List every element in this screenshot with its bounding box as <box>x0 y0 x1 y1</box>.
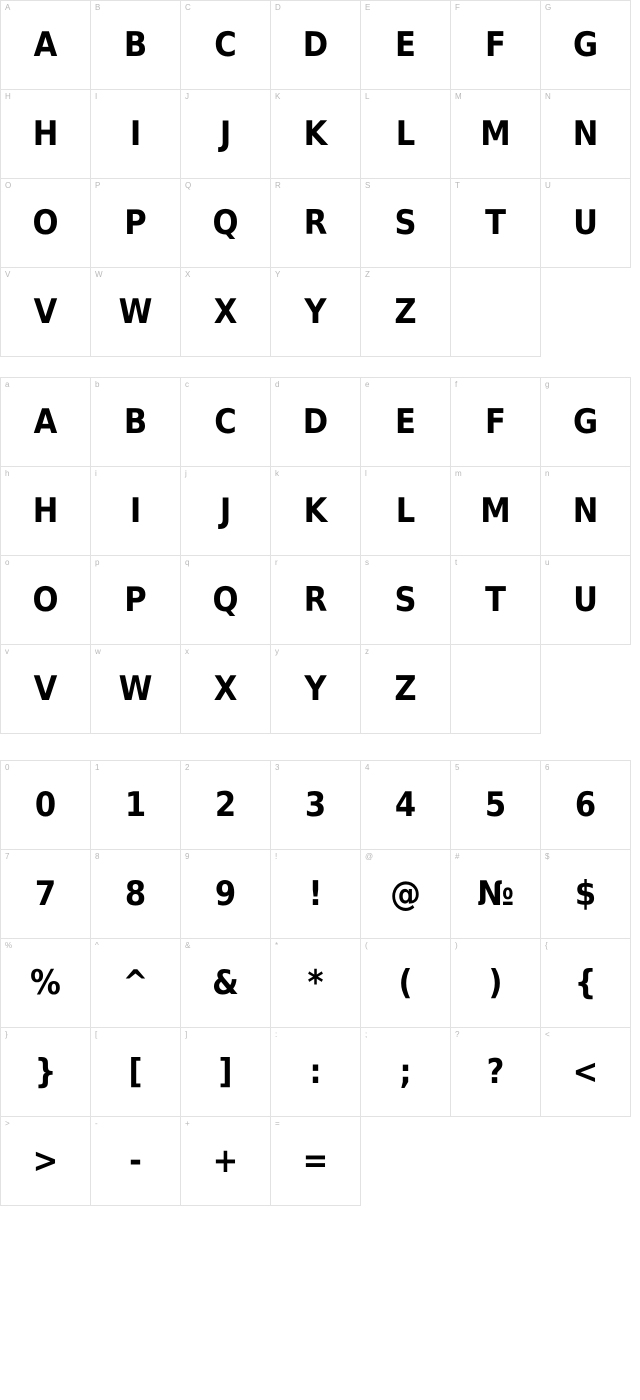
glyph-character: № <box>477 874 514 914</box>
glyph-cell[interactable] <box>451 645 541 734</box>
glyph-cell[interactable] <box>271 1028 361 1117</box>
glyph-character: C <box>214 402 237 442</box>
glyph-cell[interactable] <box>541 850 631 939</box>
glyph-cell[interactable] <box>181 761 271 850</box>
glyph-cell-placeholder <box>361 1117 451 1206</box>
glyph-cell[interactable] <box>541 1028 631 1117</box>
glyph-code-label: & <box>185 941 191 950</box>
glyph-code-label: Q <box>185 181 192 190</box>
glyph-code-label: I <box>95 92 98 101</box>
glyph-cell[interactable] <box>451 850 541 939</box>
glyph-code-label: 1 <box>95 763 100 772</box>
glyph-code-label: x <box>185 647 189 656</box>
glyph-code-label: ( <box>365 941 368 950</box>
glyph-character: = <box>302 1141 329 1181</box>
glyph-cell[interactable] <box>1 268 91 357</box>
glyph-character: 0 <box>34 785 57 825</box>
glyph-cell[interactable] <box>541 90 631 179</box>
glyph-character: L <box>395 491 416 531</box>
glyph-cell[interactable] <box>271 378 361 467</box>
glyph-cell[interactable] <box>181 645 271 734</box>
glyph-cell[interactable] <box>181 90 271 179</box>
glyph-code-label: k <box>275 469 279 478</box>
glyph-code-label: $ <box>545 852 550 861</box>
glyph-code-label: V <box>5 270 11 279</box>
glyph-character: I <box>129 491 142 531</box>
glyph-cell[interactable] <box>181 268 271 357</box>
glyph-character: 6 <box>574 785 597 825</box>
glyph-cell[interactable] <box>91 1028 181 1117</box>
glyph-cell[interactable] <box>1 179 91 268</box>
glyph-cell[interactable] <box>361 268 451 357</box>
glyph-cell[interactable] <box>91 1 181 90</box>
glyph-cell[interactable] <box>181 556 271 645</box>
glyph-cell[interactable] <box>361 645 451 734</box>
glyph-code-label: < <box>545 1030 550 1039</box>
glyph-cell[interactable] <box>181 378 271 467</box>
glyph-cell[interactable] <box>181 467 271 556</box>
glyph-character: < <box>572 1052 599 1092</box>
glyph-code-label: s <box>365 558 369 567</box>
glyph-code-label: > <box>5 1119 10 1128</box>
glyph-cell[interactable] <box>451 179 541 268</box>
glyph-character: N <box>572 114 599 154</box>
glyph-cell[interactable] <box>91 939 181 1028</box>
glyph-character: J <box>219 491 232 531</box>
glyph-cell[interactable] <box>91 268 181 357</box>
glyph-code-label: L <box>365 92 370 101</box>
glyph-character: E <box>395 25 416 65</box>
glyph-code-label: [ <box>95 1030 98 1039</box>
glyph-character: S <box>394 580 417 620</box>
glyph-character: D <box>302 25 329 65</box>
glyph-character: W <box>118 292 153 332</box>
glyph-character: % <box>30 963 61 1003</box>
glyph-code-label: J <box>185 92 189 101</box>
glyph-character: 4 <box>394 785 417 825</box>
glyph-character: T <box>485 203 506 243</box>
glyph-cell[interactable] <box>181 1 271 90</box>
glyph-code-label: C <box>185 3 191 12</box>
glyph-character: 9 <box>214 874 237 914</box>
glyph-code-label: E <box>365 3 371 12</box>
glyph-cell[interactable] <box>361 761 451 850</box>
glyph-code-label: N <box>545 92 551 101</box>
glyph-code-label: 3 <box>275 763 280 772</box>
glyph-character: Z <box>394 292 417 332</box>
glyph-cell-placeholder <box>451 1117 541 1206</box>
glyph-character: C <box>214 25 237 65</box>
glyph-code-label: 7 <box>5 852 10 861</box>
glyph-character: F <box>485 25 506 65</box>
glyph-character: P <box>124 203 147 243</box>
glyph-code-label: S <box>365 181 371 190</box>
glyph-cell[interactable] <box>541 556 631 645</box>
glyph-character: 5 <box>484 785 507 825</box>
glyph-cell[interactable] <box>181 939 271 1028</box>
glyph-block-digits-symbols <box>0 760 631 1206</box>
glyph-cell[interactable] <box>91 1117 181 1206</box>
glyph-cell[interactable] <box>541 761 631 850</box>
glyph-code-label: f <box>455 380 458 389</box>
glyph-cell[interactable] <box>1 850 91 939</box>
glyph-cell[interactable] <box>541 467 631 556</box>
glyph-cell[interactable] <box>1 1028 91 1117</box>
glyph-code-label: b <box>95 380 100 389</box>
glyph-code-label: d <box>275 380 280 389</box>
glyph-cell[interactable] <box>271 556 361 645</box>
glyph-code-label: } <box>5 1030 8 1039</box>
glyph-code-label: c <box>185 380 189 389</box>
glyph-cell[interactable] <box>1 556 91 645</box>
glyph-cell[interactable] <box>91 645 181 734</box>
glyph-cell[interactable] <box>451 761 541 850</box>
glyph-cell[interactable] <box>451 90 541 179</box>
glyph-code-label: K <box>275 92 281 101</box>
glyph-code-label: i <box>95 469 97 478</box>
glyph-code-label: ; <box>365 1030 368 1039</box>
glyph-character: ( <box>398 963 413 1003</box>
glyph-character: O <box>32 580 59 620</box>
glyph-code-label: P <box>95 181 101 190</box>
glyph-character: B <box>123 402 148 442</box>
glyph-code-label: % <box>5 941 13 950</box>
glyph-character: $ <box>574 874 597 914</box>
glyph-character: J <box>219 114 232 154</box>
glyph-character: V <box>33 292 58 332</box>
glyph-code-label: 6 <box>545 763 550 772</box>
glyph-character: ! <box>308 874 323 914</box>
glyph-code-label: R <box>275 181 281 190</box>
glyph-character: 7 <box>34 874 57 914</box>
glyph-cell[interactable] <box>361 179 451 268</box>
glyph-cell[interactable] <box>451 1 541 90</box>
glyph-code-label: g <box>545 380 550 389</box>
glyph-character: Y <box>304 292 327 332</box>
glyph-code-label: 2 <box>185 763 190 772</box>
glyph-code-label: ] <box>185 1030 188 1039</box>
glyph-character: R <box>303 203 328 243</box>
block-spacer <box>0 734 630 760</box>
glyph-character: G <box>572 25 599 65</box>
glyph-cell[interactable] <box>1 467 91 556</box>
glyph-code-label: 0 <box>5 763 10 772</box>
glyph-cell[interactable] <box>271 939 361 1028</box>
glyph-character: U <box>573 203 598 243</box>
glyph-code-label: T <box>455 181 460 190</box>
glyph-cell[interactable] <box>361 90 451 179</box>
glyph-cell[interactable] <box>91 378 181 467</box>
glyph-code-label: B <box>95 3 101 12</box>
glyph-code-label: h <box>5 469 10 478</box>
glyph-character: @ <box>390 874 421 914</box>
glyph-cell[interactable] <box>361 939 451 1028</box>
glyph-code-label: ? <box>455 1030 460 1039</box>
glyph-character: A <box>33 25 58 65</box>
glyph-character: V <box>33 669 58 709</box>
glyph-cell[interactable] <box>1 378 91 467</box>
glyph-code-label: - <box>95 1119 98 1128</box>
glyph-code-label: n <box>545 469 550 478</box>
glyph-character: 3 <box>304 785 327 825</box>
glyph-character: L <box>395 114 416 154</box>
glyph-cell[interactable] <box>181 850 271 939</box>
glyph-character: ? <box>486 1052 505 1092</box>
glyph-character: F <box>485 402 506 442</box>
glyph-cell[interactable] <box>361 850 451 939</box>
glyph-cell[interactable] <box>91 556 181 645</box>
glyph-code-label: 4 <box>365 763 370 772</box>
glyph-character: N <box>572 491 599 531</box>
glyph-cell[interactable] <box>271 467 361 556</box>
glyph-code-label: w <box>95 647 101 656</box>
glyph-code-label: p <box>95 558 100 567</box>
glyph-code-label: ^ <box>95 941 99 950</box>
glyph-code-label: q <box>185 558 190 567</box>
glyph-character: > <box>32 1141 59 1181</box>
glyph-code-label: j <box>185 469 187 478</box>
glyph-character: & <box>212 963 239 1003</box>
glyph-cell[interactable] <box>541 378 631 467</box>
glyph-character: S <box>394 203 417 243</box>
glyph-cell[interactable] <box>1 1117 91 1206</box>
glyph-cell[interactable] <box>541 179 631 268</box>
glyph-character: H <box>32 114 59 154</box>
glyph-block-uppercase <box>0 0 631 357</box>
glyph-cell[interactable] <box>181 1028 271 1117</box>
glyph-character: 1 <box>124 785 147 825</box>
glyph-cell[interactable] <box>91 90 181 179</box>
glyph-character: Q <box>212 580 239 620</box>
glyph-character: O <box>32 203 59 243</box>
glyph-character: [ <box>128 1052 143 1092</box>
glyph-character: G <box>572 402 599 442</box>
glyph-character: } <box>34 1052 57 1092</box>
glyph-code-label: v <box>5 647 9 656</box>
glyph-cell[interactable] <box>1 761 91 850</box>
glyph-character: T <box>485 580 506 620</box>
glyph-code-label: # <box>455 852 460 861</box>
glyph-cell-placeholder <box>541 645 631 734</box>
glyph-code-label: A <box>5 3 11 12</box>
glyph-code-label: l <box>365 469 367 478</box>
glyph-character: D <box>302 402 329 442</box>
glyph-character: ) <box>488 963 503 1003</box>
glyph-character: X <box>213 292 238 332</box>
glyph-character: H <box>32 491 59 531</box>
glyph-code-label: Y <box>275 270 281 279</box>
glyph-character: : <box>309 1052 322 1092</box>
glyph-character: E <box>395 402 416 442</box>
glyph-cell[interactable] <box>451 378 541 467</box>
glyph-cell[interactable] <box>1 939 91 1028</box>
glyph-character: U <box>573 580 598 620</box>
glyph-cell[interactable] <box>271 761 361 850</box>
glyph-character: K <box>303 114 328 154</box>
glyph-cell[interactable] <box>181 1117 271 1206</box>
glyph-block-lowercase <box>0 377 631 734</box>
glyph-cell[interactable] <box>271 90 361 179</box>
glyph-code-label: u <box>545 558 550 567</box>
glyph-cell-placeholder <box>541 1117 631 1206</box>
glyph-code-label: o <box>5 558 10 567</box>
glyph-code-label: t <box>455 558 458 567</box>
glyph-cell[interactable] <box>271 1117 361 1206</box>
glyph-cell[interactable] <box>451 268 541 357</box>
glyph-character: X <box>213 669 238 709</box>
glyph-character: I <box>129 114 142 154</box>
glyph-cell[interactable] <box>181 179 271 268</box>
glyph-character: Z <box>394 669 417 709</box>
glyph-code-label: m <box>455 469 462 478</box>
glyph-code-label: Z <box>365 270 370 279</box>
glyph-code-label: O <box>5 181 12 190</box>
glyph-code-label: : <box>275 1030 278 1039</box>
glyph-cell[interactable] <box>1 1 91 90</box>
glyph-code-label: 8 <box>95 852 100 861</box>
glyph-code-label: X <box>185 270 191 279</box>
glyph-cell[interactable] <box>361 1 451 90</box>
glyph-code-label: * <box>275 941 279 950</box>
glyph-cell-placeholder <box>541 268 631 357</box>
glyph-code-label: M <box>455 92 462 101</box>
glyph-character: { <box>574 963 597 1003</box>
glyph-cell[interactable] <box>361 1028 451 1117</box>
glyph-cell[interactable] <box>451 467 541 556</box>
glyph-cell[interactable] <box>361 378 451 467</box>
glyph-cell[interactable] <box>451 1028 541 1117</box>
glyph-character: ^ <box>122 963 149 1003</box>
glyph-cell[interactable] <box>91 179 181 268</box>
glyph-character: B <box>123 25 148 65</box>
glyph-cell[interactable] <box>451 939 541 1028</box>
glyph-character: Y <box>304 669 327 709</box>
glyph-character: R <box>303 580 328 620</box>
glyph-code-label: H <box>5 92 11 101</box>
glyph-cell[interactable] <box>361 467 451 556</box>
glyph-code-label: @ <box>365 852 374 861</box>
glyph-code-label: W <box>95 270 103 279</box>
glyph-character: ; <box>399 1052 412 1092</box>
glyph-code-label: a <box>5 380 10 389</box>
glyph-code-label: = <box>275 1119 280 1128</box>
glyph-code-label: 5 <box>455 763 460 772</box>
glyph-cell[interactable] <box>271 179 361 268</box>
glyph-cell[interactable] <box>271 268 361 357</box>
glyph-cell[interactable] <box>1 90 91 179</box>
glyph-code-label: F <box>455 3 460 12</box>
glyph-code-label: 9 <box>185 852 190 861</box>
glyph-character: P <box>124 580 147 620</box>
glyph-code-label: y <box>275 647 279 656</box>
glyph-cell[interactable] <box>361 556 451 645</box>
glyph-character: M <box>480 114 511 154</box>
glyph-cell[interactable] <box>1 645 91 734</box>
glyph-character: * <box>307 963 324 1003</box>
glyph-character: - <box>129 1141 142 1181</box>
glyph-code-label: G <box>545 3 552 12</box>
glyph-code-label: { <box>545 941 548 950</box>
glyph-cell[interactable] <box>541 939 631 1028</box>
glyph-cell[interactable] <box>271 645 361 734</box>
glyph-cell[interactable] <box>91 467 181 556</box>
glyph-code-label: ) <box>455 941 458 950</box>
block-spacer <box>0 357 630 377</box>
glyph-character: ] <box>218 1052 233 1092</box>
glyph-cell[interactable] <box>451 556 541 645</box>
glyph-cell[interactable] <box>91 761 181 850</box>
glyph-character: Q <box>212 203 239 243</box>
glyph-code-label: r <box>275 558 278 567</box>
glyph-character: 8 <box>124 874 147 914</box>
glyph-code-label: e <box>365 380 370 389</box>
glyph-code-label: ! <box>275 852 278 861</box>
glyph-cell[interactable] <box>271 850 361 939</box>
glyph-character: A <box>33 402 58 442</box>
glyph-character: M <box>480 491 511 531</box>
glyph-code-label: D <box>275 3 281 12</box>
glyph-character: 2 <box>214 785 237 825</box>
glyph-cell[interactable] <box>541 1 631 90</box>
glyph-cell[interactable] <box>271 1 361 90</box>
glyph-character: W <box>118 669 153 709</box>
glyph-character: + <box>212 1141 239 1181</box>
glyph-code-label: U <box>545 181 551 190</box>
glyph-cell[interactable] <box>91 850 181 939</box>
glyph-character: K <box>303 491 328 531</box>
glyph-code-label: z <box>365 647 369 656</box>
glyph-code-label: + <box>185 1119 190 1128</box>
